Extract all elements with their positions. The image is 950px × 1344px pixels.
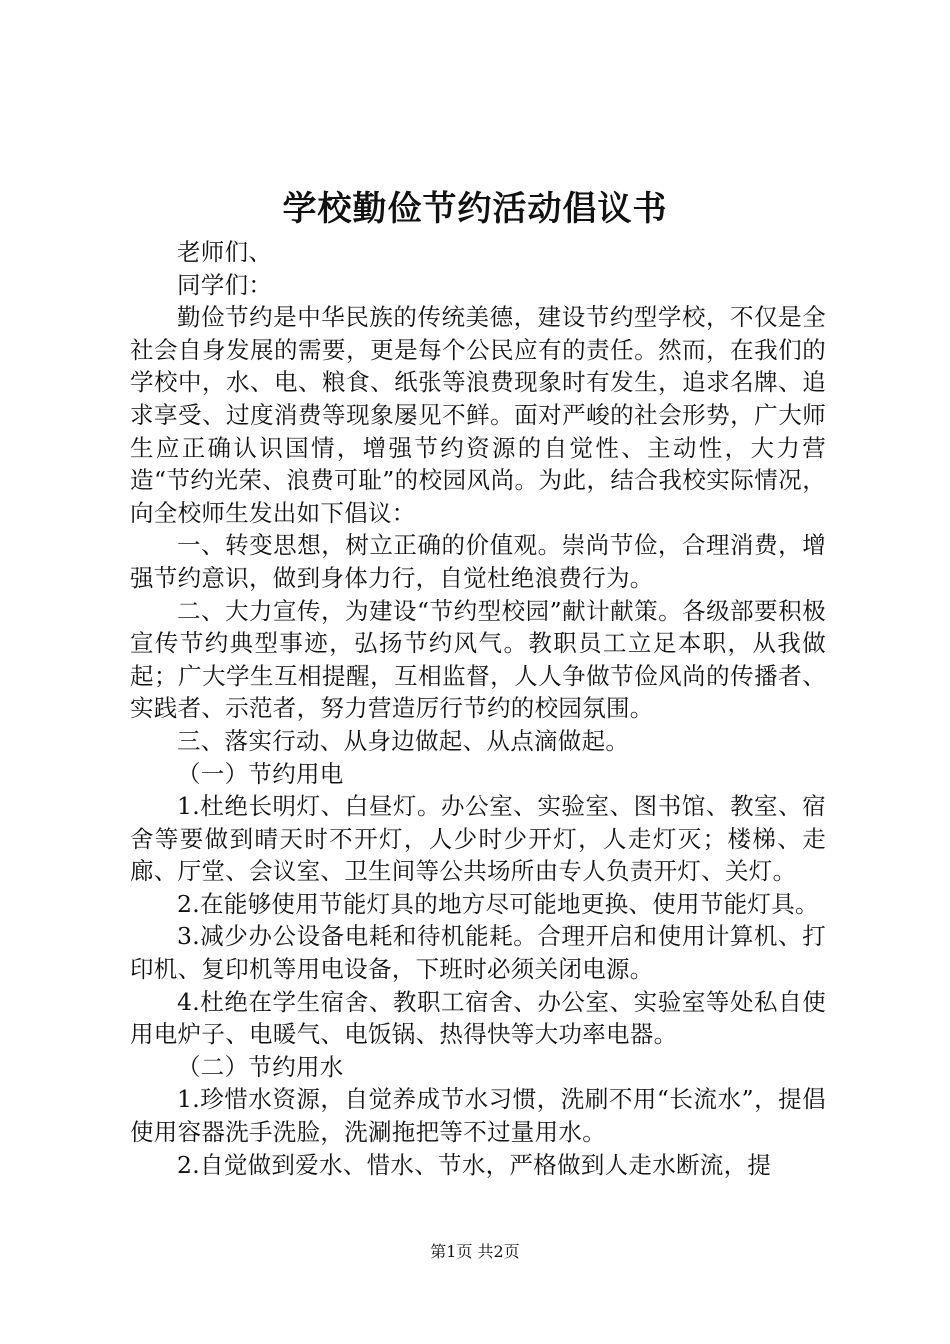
proposal-three: 三、落实行动、从身边做起、从点滴做起。 <box>177 726 630 755</box>
intro-paragraph: 勤俭节约是中华民族的传统美德，建设节约型学校，不仅是全社会自身发展的需要，更是每个公民应有的责任。然而，在我们的学校中，水、电、粮食、纸张等浪费现象时有发生，追求名牌、追求享受、过度消费等现象屡见不鲜。面对严峻的社会形势，广大师生应正确认识国情，增强节约资源的自觉性、主动性，大力营造“节约光荣、浪费可耻”的校园风尚。为此，结合我校实际情况，向全校师生发出如下倡议： <box>130 303 826 527</box>
document-body <box>130 236 826 1181</box>
electricity-item-4: 4.杜绝在学生宿舍、教职工宿舍、办公室、实验室等处私自使用电炉子、电暖气、电饭锅、热得快等大功率电器。 <box>130 987 826 1049</box>
electricity-item-2: 2.在能够使用节能灯具的地方尽可能地更换、使用节能灯具。 <box>177 889 819 918</box>
water-item-1: 1.珍惜水资源，自觉养成节水习惯，洗刷不用“长流水”，提倡使用容器洗手洗脸，洗涮拖把等不过量用水。 <box>130 1085 826 1147</box>
water-item-2: 2.自觉做到爱水、惜水、节水，严格做到人走水断流，提 <box>177 1150 772 1179</box>
section-heading-water: （二）节约用水 <box>177 1052 344 1081</box>
electricity-item-1: 1.杜绝长明灯、白昼灯。办公室、实验室、图书馆、教室、宿舍等要做到晴天时不开灯，人少时少开灯，人走灯灭；楼梯、走廊、厅堂、会议室、卫生间等公共场所由专人负责开灯、关灯。 <box>130 792 826 886</box>
salutation-teachers: 老师们、 <box>177 238 273 266</box>
salutation-students: 同学们： <box>177 270 273 299</box>
document-title: 学校勤俭节约活动倡议书 <box>282 189 668 229</box>
electricity-item-3: 3.减少办公设备电耗和待机能耗。合理开启和使用计算机、打印机、复印机等用电设备，下班时必须关闭电源。 <box>130 922 826 984</box>
proposal-two: 二、大力宣传，为建设“节约型校园”献计献策。各级部要积极宣传节约典型事迹，弘扬节约风气。教职员工立足本职，从我做起；广大学生互相提醒，互相监督，人人争做节俭风尚的传播者、实践者、示范者，努力营造厉行节约的校园氛围。 <box>130 596 826 723</box>
section-heading-electricity: （一）节约用电 <box>177 759 344 788</box>
page-footer: 第1页 共2页 <box>430 1242 520 1261</box>
proposal-one: 一、转变思想，树立正确的价值观。崇尚节俭，合理消费，增强节约意识，做到身体力行，自觉杜绝浪费行为。 <box>130 531 826 592</box>
